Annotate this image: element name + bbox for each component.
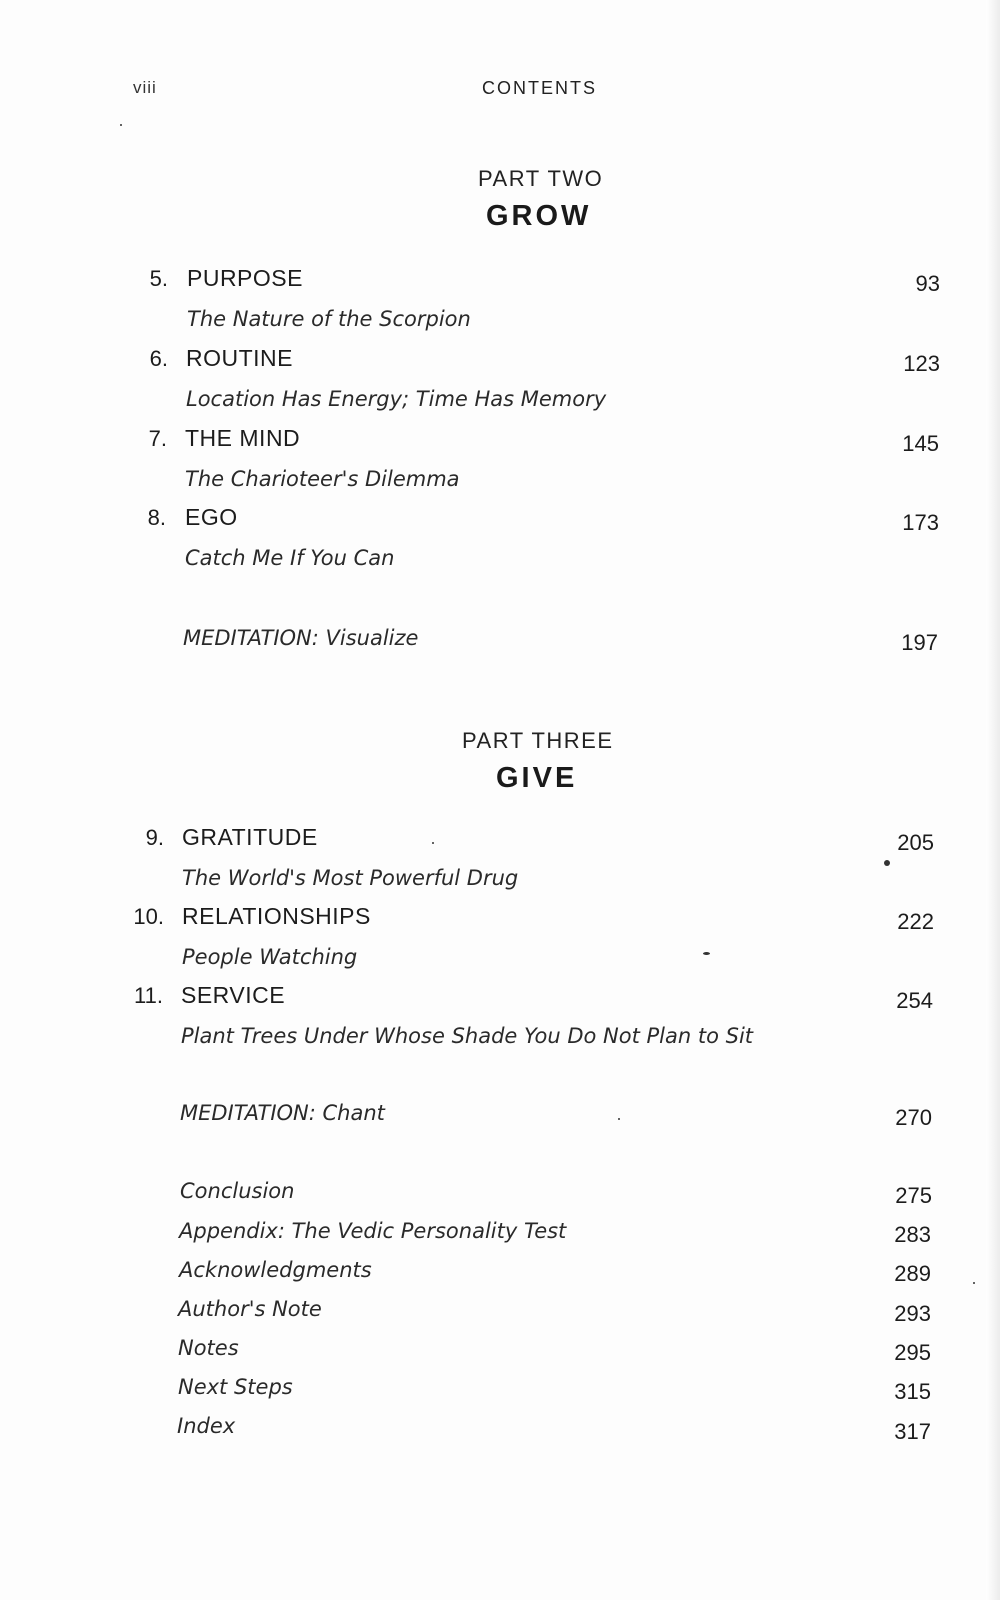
chapter-number: 11.: [134, 983, 163, 1008]
chapter-subtitle: Plant Trees Under Whose Shade You Do Not Plan to Sit: [181, 1024, 754, 1048]
chapter-page-number: 222: [897, 909, 934, 934]
page-edge-shadow: [986, 0, 1000, 1600]
meditation-title: MEDITATION: Visualize: [183, 626, 419, 650]
chapter-subtitle: The Charioteer's Dilemma: [185, 467, 460, 491]
scan-speck: [884, 860, 890, 866]
chapter-number: 6.: [149, 346, 168, 371]
chapter-number: 8.: [147, 505, 166, 530]
back-matter-page-number: 295: [894, 1340, 931, 1365]
back-matter-page-number: 289: [894, 1261, 931, 1286]
chapter-subtitle: Location Has Energy; Time Has Memory: [186, 387, 607, 411]
chapter-number: 7.: [148, 426, 167, 451]
chapter-title: RELATIONSHIPS: [182, 903, 371, 929]
back-matter-title: Notes: [178, 1336, 239, 1360]
chapter-title: GRATITUDE: [182, 824, 318, 850]
back-matter-title: Appendix: The Vedic Personality Test: [179, 1219, 567, 1243]
scan-speck: [120, 124, 122, 126]
scan-speck: [703, 952, 710, 955]
chapter-page-number: 145: [902, 431, 939, 456]
part-two-title: GROW: [486, 200, 592, 232]
chapter-page-number: 93: [915, 271, 940, 296]
meditation-page-number: 270: [895, 1105, 932, 1130]
back-matter-page-number: 275: [895, 1183, 932, 1208]
chapter-page-number: 123: [903, 351, 940, 376]
chapter-subtitle: People Watching: [182, 945, 358, 969]
back-matter-title: Author's Note: [178, 1297, 322, 1321]
chapter-title: THE MIND: [185, 425, 301, 451]
chapter-subtitle: The Nature of the Scorpion: [187, 307, 471, 331]
running-head: CONTENTS: [482, 78, 597, 98]
scan-speck: [618, 1118, 620, 1120]
chapter-title: ROUTINE: [186, 345, 293, 371]
back-matter-title: Acknowledgments: [179, 1258, 372, 1282]
meditation-page-number: 197: [901, 630, 938, 655]
part-three-title: GIVE: [496, 762, 578, 794]
chapter-page-number: 205: [897, 830, 934, 855]
back-matter-page-number: 315: [894, 1379, 931, 1404]
scan-speck: [973, 1282, 975, 1284]
chapter-number: 10.: [133, 904, 164, 929]
scan-speck: [432, 842, 434, 844]
part-three-label: PART THREE: [462, 728, 614, 753]
chapter-page-number: 254: [896, 988, 933, 1013]
chapter-title: EGO: [185, 504, 238, 530]
chapter-subtitle: Catch Me If You Can: [185, 546, 395, 570]
chapter-title: PURPOSE: [187, 265, 303, 291]
back-matter-title: Index: [177, 1414, 236, 1438]
meditation-title: MEDITATION: Chant: [180, 1101, 385, 1125]
chapter-subtitle: The World's Most Powerful Drug: [182, 866, 519, 890]
chapter-number: 9.: [145, 825, 164, 850]
chapter-page-number: 173: [902, 510, 939, 535]
chapter-title: SERVICE: [181, 982, 286, 1008]
page-folio: viii: [133, 78, 157, 97]
back-matter-title: Conclusion: [180, 1179, 295, 1203]
back-matter-page-number: 293: [894, 1301, 931, 1326]
back-matter-page-number: 283: [894, 1222, 931, 1247]
chapter-number: 5.: [149, 266, 168, 291]
back-matter-page-number: 317: [894, 1419, 931, 1444]
back-matter-title: Next Steps: [178, 1375, 293, 1399]
part-two-label: PART TWO: [478, 166, 604, 191]
